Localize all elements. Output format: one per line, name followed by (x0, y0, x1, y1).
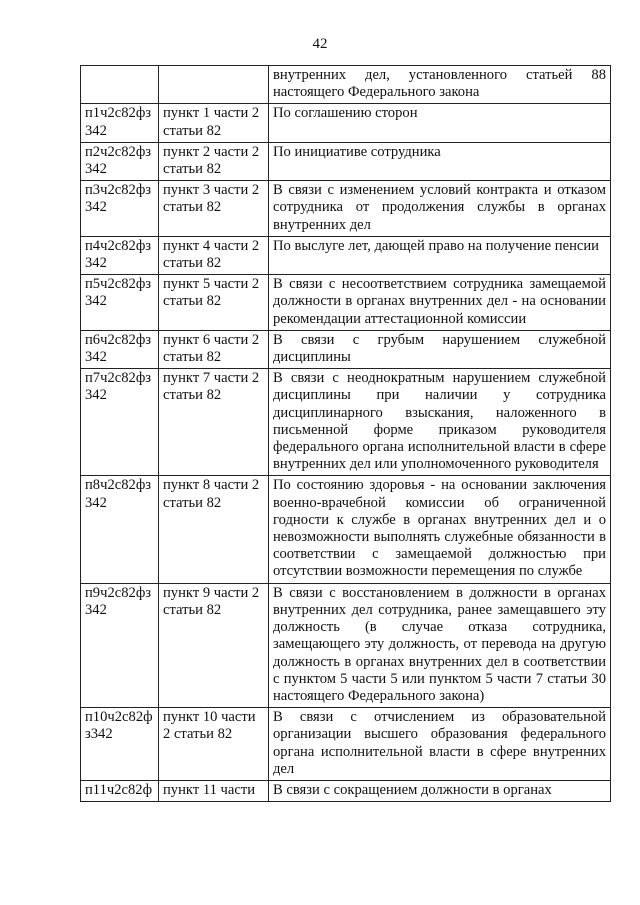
table-row (81, 583, 611, 707)
code-cell: п5ч2с82фз 342 (81, 275, 159, 331)
table-row (81, 275, 611, 331)
description-cell: В связи с отчислением из образовательной организации высшего образования федерального органа исполнительной власти в сфере внутренних дел (269, 708, 611, 781)
reference-cell: пункт 8 части 2 статьи 82 (159, 476, 269, 583)
code-cell: п10ч2с82ф з342 (81, 708, 159, 781)
table-row (81, 330, 611, 368)
code-cell (81, 66, 159, 104)
table-row (81, 104, 611, 142)
reference-cell: пункт 3 части 2 статьи 82 (159, 181, 269, 237)
table-row (81, 142, 611, 180)
page-number: 42 (312, 36, 328, 52)
description-cell: По выслуге лет, дающей право на получение пенсии (269, 236, 611, 274)
reference-cell: пункт 7 части 2 статьи 82 (159, 369, 269, 476)
table-row (81, 708, 611, 781)
document-table (80, 65, 611, 802)
reference-cell: пункт 1 части 2 статьи 82 (159, 104, 269, 142)
description-cell: В связи с изменением условий контракта и отказом сотрудника от продолжения службы в органах внутренних дел (269, 181, 611, 237)
code-cell: п4ч2с82фз 342 (81, 236, 159, 274)
description-cell: внутренних дел, установленного статьей 88 настоящего Федерального закона (269, 66, 611, 104)
table-row (81, 369, 611, 476)
description-cell: В связи с восстановлением в должности в органах внутренних дел сотрудника, ранее замещавшего эту должность (в случае отказа сотрудника, замещающего эту должность, от перевода на другую должность в органах внутренних дел в соответствии с пунктом 5 части 5 или пунктом 5 части 7 статьи 30 настоящего Федерального закона) (269, 583, 611, 707)
table-row (81, 181, 611, 237)
reference-cell: пункт 4 части 2 статьи 82 (159, 236, 269, 274)
table-row (81, 780, 611, 801)
reference-cell (159, 66, 269, 104)
code-cell: п2ч2с82фз 342 (81, 142, 159, 180)
table-row (81, 476, 611, 583)
table-row (81, 66, 611, 104)
table-row (81, 236, 611, 274)
reference-cell: пункт 11 части (159, 780, 269, 801)
reference-cell: пункт 9 части 2 статьи 82 (159, 583, 269, 707)
reference-cell: пункт 5 части 2 статьи 82 (159, 275, 269, 331)
code-cell: п7ч2с82фз 342 (81, 369, 159, 476)
description-cell: В связи с грубым нарушением служебной дисциплины (269, 330, 611, 368)
description-cell: По инициативе сотрудника (269, 142, 611, 180)
reference-cell: пункт 6 части 2 статьи 82 (159, 330, 269, 368)
table-body (81, 66, 611, 802)
code-cell: п9ч2с82фз 342 (81, 583, 159, 707)
code-cell: п11ч2с82ф (81, 780, 159, 801)
description-cell: По состоянию здоровья - на основании заключения военно-врачебной комиссии об ограниченной годности к службе в органах внутренних дел и о невозможности выполнять служебные обязанности в соответствии с замещаемой должностью при отсутствии возможности перемещения по службе (269, 476, 611, 583)
reference-cell: пункт 2 части 2 статьи 82 (159, 142, 269, 180)
code-cell: п6ч2с82фз 342 (81, 330, 159, 368)
description-cell: По соглашению сторон (269, 104, 611, 142)
description-cell: В связи с несоответствием сотрудника замещаемой должности в органах внутренних дел - на основании рекомендации аттестационной комиссии (269, 275, 611, 331)
description-cell: В связи с сокращением должности в органах (269, 780, 611, 801)
code-cell: п8ч2с82фз 342 (81, 476, 159, 583)
description-cell: В связи с неоднократным нарушением служебной дисциплины при наличии у сотрудника дисциплинарного взыскания, наложенного в письменной форме приказом руководителя федерального органа исполнительной власти в сфере внутренних дел или уполномоченного руководителя (269, 369, 611, 476)
code-cell: п3ч2с82фз 342 (81, 181, 159, 237)
reference-cell: пункт 10 части 2 статьи 82 (159, 708, 269, 781)
code-cell: п1ч2с82фз 342 (81, 104, 159, 142)
